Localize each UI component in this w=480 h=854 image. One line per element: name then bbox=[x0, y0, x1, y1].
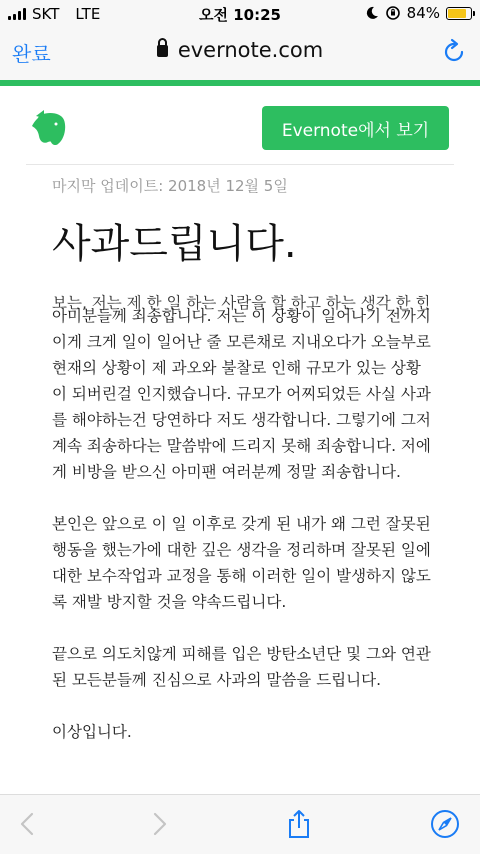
status-bar bbox=[0, 0, 480, 28]
battery-icon bbox=[446, 7, 472, 20]
last-updated-date: 마지막 업데이트: 2018년 12월 5일 bbox=[52, 177, 288, 195]
note-title: 사과드립니다. bbox=[52, 221, 297, 267]
clipped-line: 보는, 저는 제 한 일 하는 사람을 할 하고 하는 생각 한 힌 bbox=[52, 294, 431, 312]
battery-percent: 84% bbox=[406, 4, 440, 22]
status-indicators bbox=[365, 4, 472, 22]
done-button[interactable]: 완료 bbox=[12, 42, 51, 66]
clock: 오전 10:25 bbox=[199, 6, 281, 24]
carrier-name: SKT bbox=[32, 5, 60, 23]
share-icon[interactable] bbox=[284, 809, 314, 839]
url-text: evernote.com bbox=[177, 38, 324, 62]
paragraph-3: 끝으로 의도치않게 피해를 입은 방탄소년단 및 그와 연관된 모든분들께 진심으로 사과의 말씀을 드립니다. bbox=[52, 645, 431, 689]
open-in-evernote-button[interactable]: Evernote에서 보기 bbox=[262, 106, 449, 150]
paragraph-4: 이상입니다. bbox=[52, 723, 132, 741]
back-chevron-icon[interactable] bbox=[14, 809, 44, 839]
note-body bbox=[52, 294, 434, 794]
forward-chevron-icon[interactable] bbox=[145, 809, 175, 839]
brand-bar bbox=[0, 80, 480, 86]
paragraph-1: 아미분들께 죄송합니다. 저는 이 상황이 일어나기 전까지 이게 크게 일이 일어난 줄 모른채로 지내오다가 오늘부로 현재의 상황이 제 과오와 불찰로 인해 규모가 있는 상황이 되버린걸 인지했습니다. 규모가 어찌되었든 사실 사과를 해야하는건 당연하다 저도 생각합니다. 그렇기에 그저 계속 죄송하다는 말씀밖에 드리지 못해 죄송합니다. 저에게 비방을 받으신 아미팬 여러분께 정말 죄송합니다. bbox=[52, 307, 431, 481]
network-type: LTE bbox=[75, 5, 101, 23]
evernote-elephant-icon[interactable] bbox=[26, 106, 70, 150]
browser-navbar bbox=[0, 28, 480, 80]
orientation-lock-icon bbox=[385, 5, 401, 21]
address-bar[interactable] bbox=[0, 38, 480, 62]
compass-icon[interactable] bbox=[430, 809, 460, 839]
lock-icon bbox=[157, 45, 168, 57]
reload-icon[interactable] bbox=[440, 38, 468, 66]
browser-toolbar bbox=[0, 794, 480, 854]
moon-icon bbox=[365, 6, 379, 20]
paragraph-2: 본인은 앞으로 이 일 이후로 갖게 된 내가 왜 그런 잘못된 행동을 했는가에 대한 깊은 생각을 정리하며 잘못된 일에 대한 보수작업과 교정을 통해 이러한 일이 발생하지 않도록 재발 방지할 것을 약속드립니다. bbox=[52, 515, 431, 611]
header-divider bbox=[26, 164, 454, 165]
